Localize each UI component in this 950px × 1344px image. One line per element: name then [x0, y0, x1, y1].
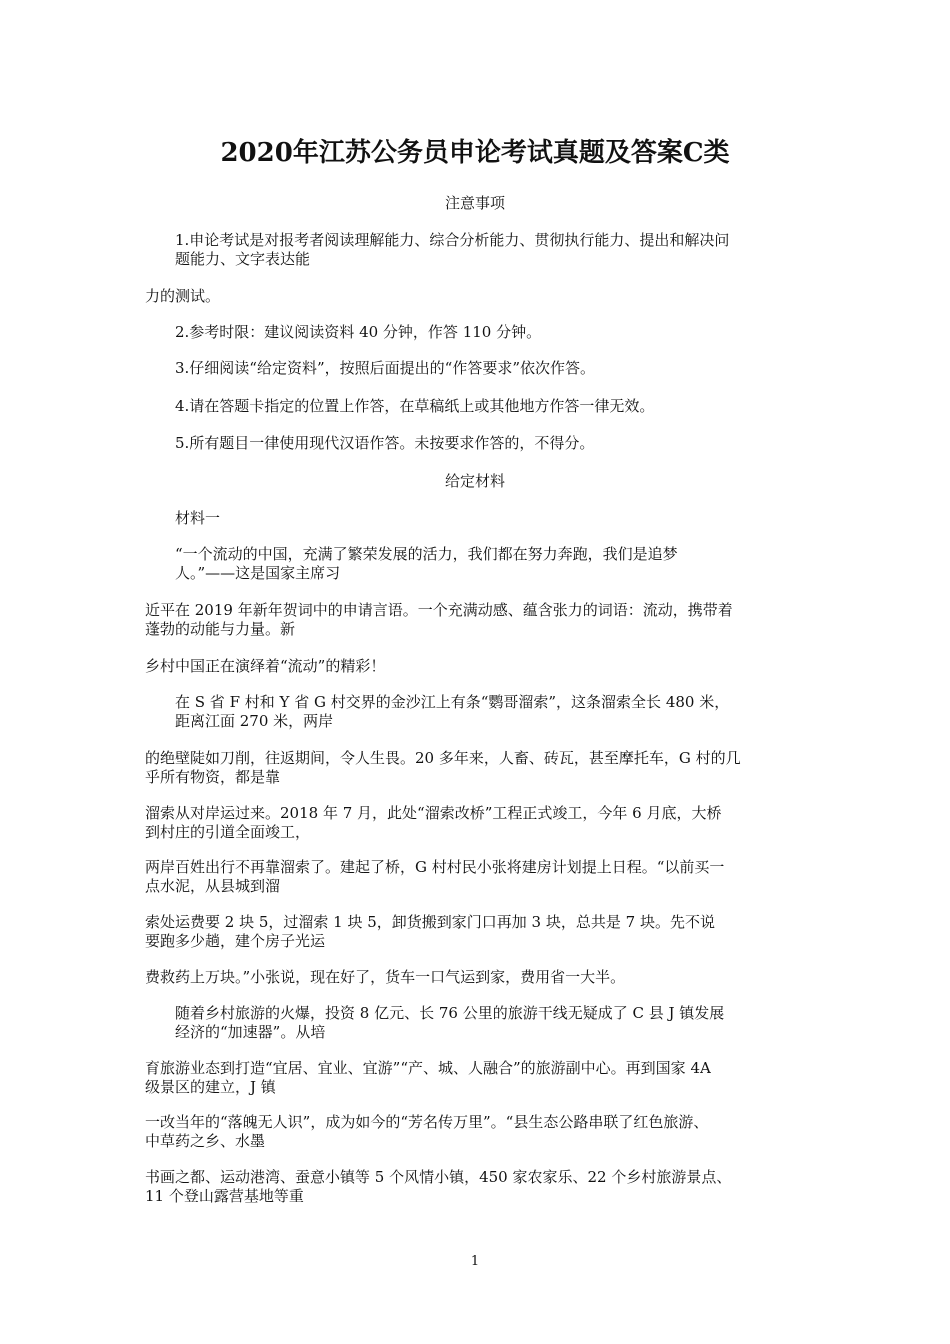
paragraph-8-line-1: 索处运费要 2 块 5，过溜索 1 块 5，卸货搬到家门口再加 3 块，总共是 7 块。先不说	[145, 913, 715, 931]
notice-item-1-line-2: 题能力、文字表达能	[175, 250, 311, 268]
material-heading: 给定材料	[444, 472, 505, 490]
paragraph-4-line-2: 距离江面 270 米，两岸	[175, 712, 334, 730]
paragraph-2-line-1: 近平在 2019 年新年贺词中的申请言语。一个充满动感、蕴含张力的词语：流动，携带着	[145, 601, 733, 619]
paragraph-5	[145, 749, 741, 787]
paragraph-8	[145, 913, 715, 951]
paragraph-10-line-2: 经济的“加速器”。从培	[175, 1023, 326, 1041]
notice-item-3: 3.仔细阅读“给定资料”，按照后面提出的“作答要求”依次作答。	[175, 359, 595, 377]
paragraph-11	[145, 1059, 711, 1097]
paragraph-7-line-2: 点水泥，从县城到溜	[145, 877, 281, 895]
paragraph-5-line-1: 的绝壁陡如刀削，往返期间，令人生畏。20 多年来，人畜、砖瓦，甚至摩托车，G 村的几	[145, 749, 741, 767]
paragraph-12-line-1: 一改当年的“落魄无人识”，成为如今的“芳名传万里”。“县生态公路串联了红色旅游、	[145, 1113, 709, 1131]
paragraph-7-line-1: 两岸百姓出行不再靠溜索了。建起了桥，G 村村民小张将建房计划提上日程。“以前买一	[145, 858, 725, 876]
notice-item-1-line-1: 1.申论考试是对报考者阅读理解能力、综合分析能力、贯彻执行能力、提出和解决问	[175, 231, 730, 249]
paragraph-6-line-1: 溜索从对岸运过来。2018 年 7 月，此处“溜索改桥”工程正式竣工，今年 6 月底，大桥	[145, 804, 722, 822]
paragraph-1-line-2: 人。”——这是国家主席习	[175, 564, 341, 582]
paragraph-2	[145, 601, 733, 639]
paragraph-7	[145, 858, 724, 896]
notice-item-1	[175, 231, 729, 269]
paragraph-9: 费救药上万块。”小张说，现在好了，货车一口气运到家，费用省一大半。	[145, 968, 626, 986]
notice-item-1-continued: 力的测试。	[145, 287, 221, 305]
paragraph-11-line-2: 级景区的建立，J 镇	[145, 1078, 276, 1096]
notice-heading: 注意事项	[444, 194, 505, 212]
paragraph-6-line-2: 到村庄的引道全面竣工，	[145, 823, 311, 841]
material-one-label: 材料一	[175, 509, 221, 527]
notice-item-5: 5.所有题目一律使用现代汉语作答。未按要求作答的，不得分。	[175, 434, 595, 452]
paragraph-13-line-2: 11 个登山露营基地等重	[145, 1187, 304, 1205]
notice-item-2: 2.参考时限：建议阅读资料 40 分钟，作答 110 分钟。	[175, 323, 542, 341]
document-title: 2020年江苏公务员申论考试真题及答案C类	[220, 138, 730, 168]
paragraph-13-line-1: 书画之都、运动港湾、蚕意小镇等 5 个风情小镇，450 家农家乐、22 个乡村旅游景点、	[145, 1168, 732, 1186]
paragraph-10-line-1: 随着乡村旅游的火爆，投资 8 亿元、长 76 公里的旅游干线无疑成了 C 县 J 镇发展	[175, 1004, 725, 1022]
paragraph-8-line-2: 要跑多少趟，建个房子光运	[145, 932, 326, 950]
paragraph-12-line-2: 中草药之乡、水墨	[145, 1132, 266, 1150]
paragraph-12	[145, 1113, 708, 1151]
page-number: 1	[470, 1254, 480, 1269]
paragraph-11-line-1: 育旅游业态到打造“宜居、宜业、宜游”“产、城、人融合”的旅游副中心。再到国家 4A	[145, 1059, 711, 1077]
paragraph-10	[175, 1004, 724, 1042]
paragraph-1	[175, 545, 678, 583]
paragraph-6	[145, 804, 721, 842]
paragraph-1-line-1: “一个流动的中国，充满了繁荣发展的活力，我们都在努力奔跑，我们是追梦	[175, 545, 678, 563]
paragraph-13	[145, 1168, 731, 1206]
paragraph-3: 乡村中国正在演绎着“流动”的精彩！	[145, 657, 386, 675]
paragraph-4-line-1: 在 S 省 F 村和 Y 省 G 村交界的金沙江上有条“鹦哥溜索”，这条溜索全长 480 米，	[175, 693, 730, 711]
notice-item-4: 4.请在答题卡指定的位置上作答，在草稿纸上或其他地方作答一律无效。	[175, 397, 655, 415]
paragraph-4	[175, 693, 729, 731]
paragraph-2-line-2: 蓬勃的动能与力量。新	[145, 620, 296, 638]
paragraph-5-line-2: 乎所有物资，都是靠	[145, 768, 281, 786]
